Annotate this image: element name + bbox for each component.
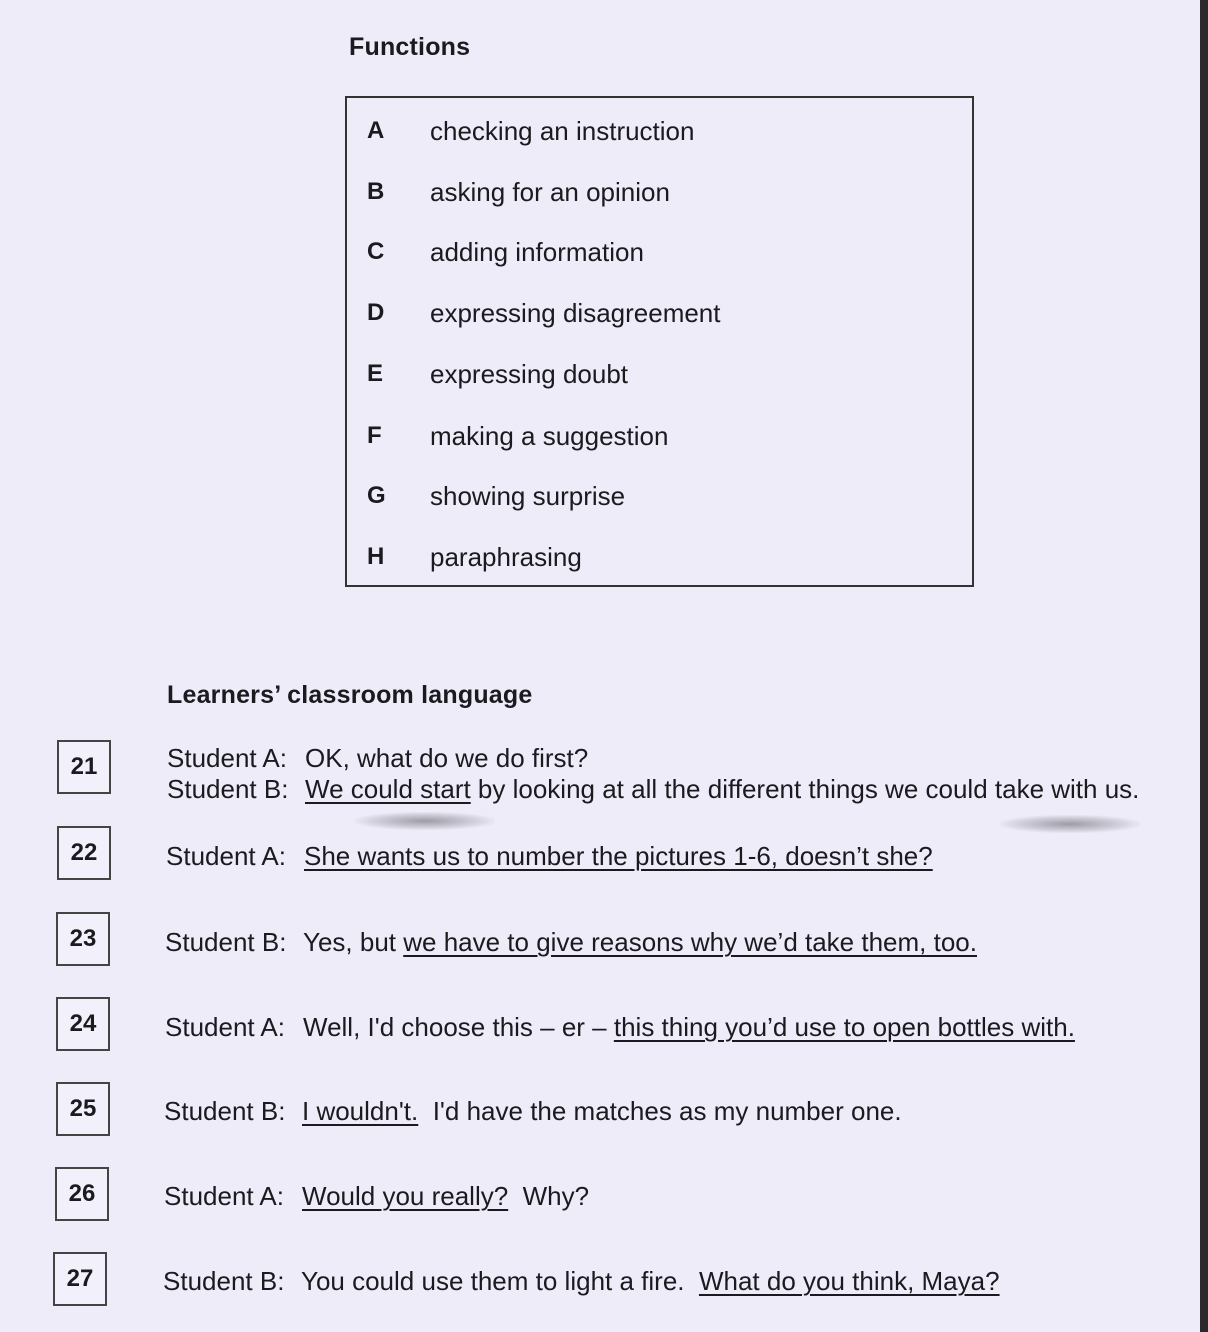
answer-box-25[interactable]: 25 — [56, 1082, 110, 1136]
functions-heading: Functions — [349, 33, 471, 61]
function-text: making a suggestion — [430, 421, 669, 451]
function-text: expressing disagreement — [430, 298, 721, 328]
speaker-label: Student B: — [164, 1096, 286, 1126]
dialogue-text: by looking at all the different things we could take with us. — [470, 774, 1140, 804]
underlined-phrase: We could start — [305, 774, 471, 804]
dialogue-line — [164, 1094, 902, 1128]
speaker-label: Student B: — [165, 927, 287, 957]
function-text: expressing doubt — [430, 359, 629, 389]
dialogue-line — [163, 1264, 1000, 1298]
function-text: adding information — [430, 237, 644, 267]
function-text: paraphrasing — [430, 542, 582, 572]
dialogue-line — [167, 741, 588, 775]
dialogue-text: OK, what do we do first? — [305, 743, 589, 773]
function-letter: A — [367, 117, 385, 144]
dialogue-text: Yes, but — [303, 927, 404, 957]
speaker-label: Student A: — [164, 1181, 284, 1211]
function-letter: B — [367, 178, 385, 205]
function-letter: E — [367, 360, 384, 387]
function-letter: H — [367, 543, 385, 570]
function-item-e — [347, 357, 947, 391]
answer-box-26[interactable]: 26 — [55, 1167, 109, 1221]
answer-box-27[interactable]: 27 — [53, 1252, 107, 1306]
dialogue-line — [165, 1010, 1075, 1044]
dialogue-text: I'd have the matches as my number one. — [418, 1096, 902, 1126]
function-item-h — [347, 540, 947, 574]
underlined-phrase: I wouldn't. — [302, 1096, 419, 1126]
dialogue-line — [167, 772, 1139, 806]
scan-smudge — [355, 812, 495, 830]
function-item-f — [347, 419, 947, 453]
page-edge-shadow — [1200, 0, 1208, 1332]
function-text: checking an instruction — [430, 116, 695, 146]
answer-box-23[interactable]: 23 — [56, 912, 110, 966]
function-letter: G — [367, 482, 386, 509]
function-item-a — [347, 114, 947, 148]
function-item-c — [347, 235, 947, 269]
underlined-phrase: we have to give reasons why we’d take them, too. — [403, 927, 977, 957]
dialogue-text: Well, I'd choose this – er – — [303, 1012, 614, 1042]
speaker-label: Student A: — [167, 743, 287, 773]
function-letter: F — [367, 422, 382, 449]
dialogue-line — [166, 839, 933, 873]
underlined-phrase: What do you think, Maya? — [698, 1266, 1000, 1296]
answer-box-24[interactable]: 24 — [56, 997, 110, 1051]
function-text: asking for an opinion — [430, 177, 670, 207]
function-item-b — [347, 175, 947, 209]
function-letter: C — [367, 238, 385, 265]
function-text: showing surprise — [430, 481, 626, 511]
answer-box-22[interactable]: 22 — [57, 826, 111, 880]
function-item-d — [347, 296, 947, 330]
functions-box — [345, 96, 974, 587]
scan-smudge — [1000, 815, 1140, 833]
dialogue-text: Why? — [508, 1181, 590, 1211]
function-letter: D — [367, 299, 385, 326]
function-item-g — [347, 479, 947, 513]
dialogue-text: You could use them to light a fire. — [301, 1266, 699, 1296]
speaker-label: Student A: — [165, 1012, 285, 1042]
underlined-phrase: this thing you’d use to open bottles with. — [613, 1012, 1075, 1042]
underlined-phrase: Would you really? — [302, 1181, 509, 1211]
speaker-label: Student B: — [167, 774, 289, 804]
speaker-label: Student A: — [166, 841, 286, 871]
speaker-label: Student B: — [163, 1266, 285, 1296]
dialogue-line — [164, 1179, 589, 1213]
answer-box-21[interactable]: 21 — [57, 740, 111, 794]
underlined-phrase: She wants us to number the pictures 1-6, doesn’t she? — [304, 841, 933, 871]
dialogue-line — [165, 925, 977, 959]
learners-heading: Learners’ classroom language — [167, 681, 533, 709]
